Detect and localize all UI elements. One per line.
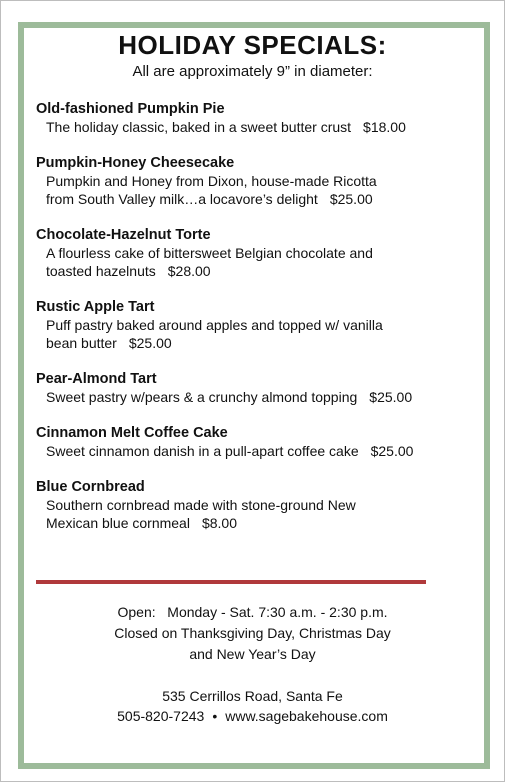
item-desc-line: Sweet pastry w/pears & a crunchy almond topping xyxy=(46,389,358,405)
item-price: $25.00 xyxy=(329,191,373,207)
item-price: $8.00 xyxy=(201,515,238,531)
item-desc-line: Puff pastry baked around apples and topped w/ vanilla xyxy=(46,317,383,333)
item-desc-line: A flourless cake of bittersweet Belgian chocolate and xyxy=(46,245,373,261)
address-line: 535 Cerrillos Road, Santa Fe xyxy=(162,688,343,704)
item-price: $18.00 xyxy=(363,119,406,135)
divider-rule xyxy=(36,580,426,584)
menu-item xyxy=(36,154,456,208)
item-description xyxy=(36,244,456,280)
item-desc-line: Pumpkin and Honey from Dixon, house-made Ricotta xyxy=(46,173,377,189)
item-description xyxy=(36,496,456,532)
item-desc-line: The holiday classic, baked in a sweet butter crust xyxy=(46,119,352,135)
item-desc-line: from South Valley milk…a locavore’s delight xyxy=(46,191,318,207)
menu-item xyxy=(36,298,456,352)
closed-line: Closed on Thanksgiving Day, Christmas Day xyxy=(114,625,391,641)
page-title: HOLIDAY SPECIALS: xyxy=(118,30,387,60)
menu-item xyxy=(36,100,456,136)
menu-item xyxy=(36,226,456,280)
item-desc-line: Sweet cinnamon danish in a pull-apart coffee cake xyxy=(46,443,359,459)
item-name: Chocolate-Hazelnut Torte xyxy=(36,227,211,243)
hours-line: Open: Monday - Sat. 7:30 a.m. - 2:30 p.m. xyxy=(117,604,388,620)
item-name: Cinnamon Melt Coffee Cake xyxy=(36,425,228,441)
item-description xyxy=(36,388,456,406)
item-name: Pear-Almond Tart xyxy=(36,371,157,387)
item-price: $25.00 xyxy=(128,335,172,351)
item-desc-line: Southern cornbread made with stone-ground New xyxy=(46,497,356,513)
hours-block xyxy=(0,602,505,665)
contact-block xyxy=(0,686,505,726)
item-description xyxy=(36,442,456,460)
item-description xyxy=(36,172,456,208)
menu-item xyxy=(36,370,456,406)
item-description xyxy=(36,118,456,136)
item-price: $28.00 xyxy=(167,263,211,279)
item-name: Old-fashioned Pumpkin Pie xyxy=(36,101,225,117)
bullet-separator: • xyxy=(212,708,218,724)
item-name: Pumpkin-Honey Cheesecake xyxy=(36,155,235,171)
item-name: Blue Cornbread xyxy=(36,479,145,495)
item-desc-line: bean butter xyxy=(46,335,117,351)
closed-line: and New Year’s Day xyxy=(189,646,316,662)
item-description xyxy=(36,316,456,352)
item-desc-line: toasted hazelnuts xyxy=(46,263,156,279)
contact-line xyxy=(0,706,505,726)
menu-items xyxy=(36,100,456,550)
website-link[interactable]: www.sagebakehouse.com xyxy=(225,708,388,724)
page-subtitle: All are approximately 9” in diameter: xyxy=(132,63,373,80)
menu-item xyxy=(36,478,456,532)
item-price: $25.00 xyxy=(369,389,413,405)
menu-item xyxy=(36,424,456,460)
item-desc-line: Mexican blue cornmeal xyxy=(46,515,190,531)
item-price: $25.00 xyxy=(370,443,414,459)
item-name: Rustic Apple Tart xyxy=(36,299,155,315)
phone-number: 505-820-7243 xyxy=(117,708,205,724)
